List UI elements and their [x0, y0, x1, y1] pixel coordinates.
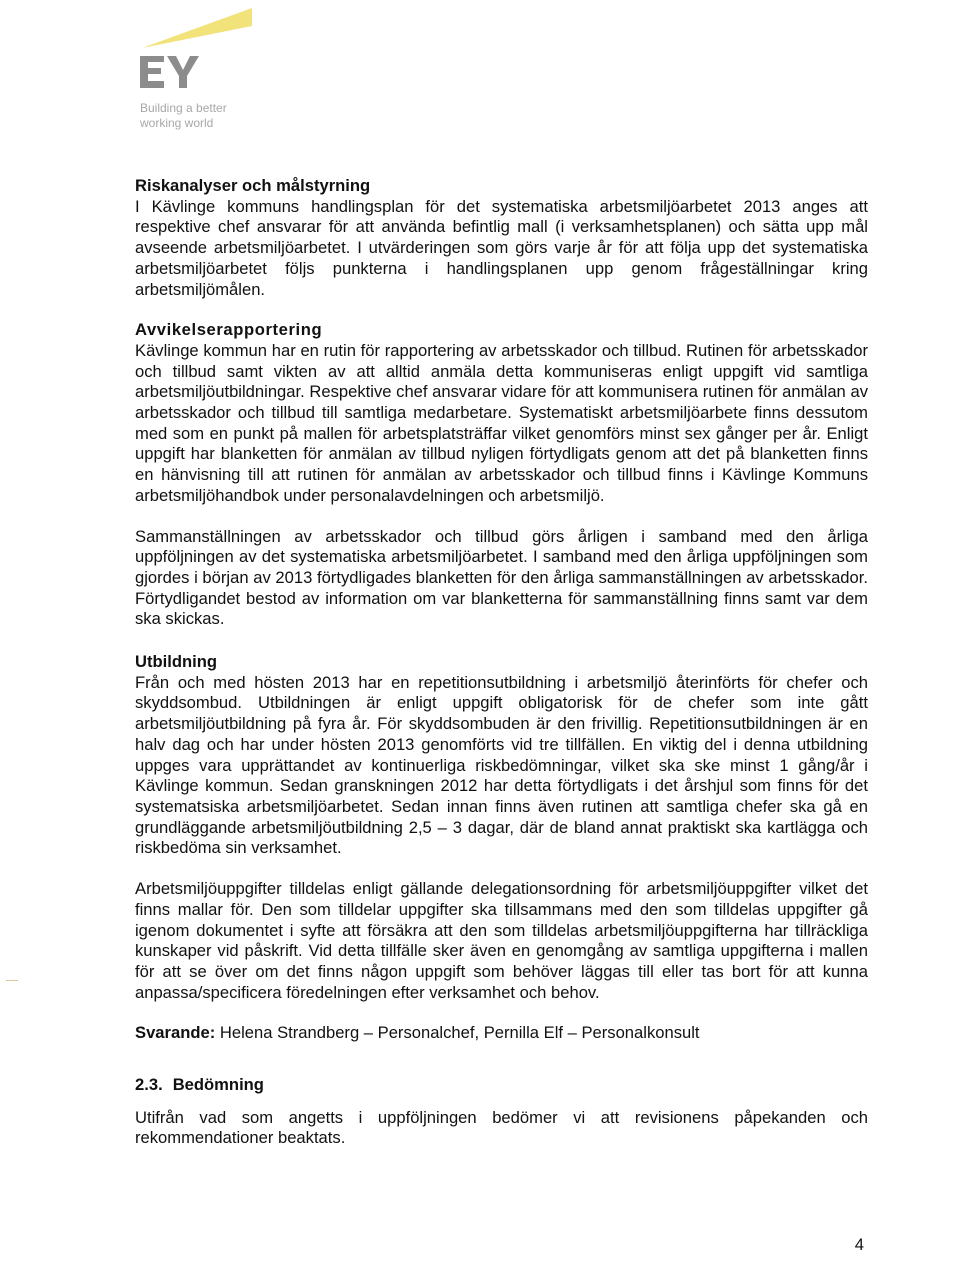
tagline-line-2: working world — [140, 116, 214, 130]
page-number: 4 — [854, 1235, 864, 1254]
logo-letter-y — [167, 56, 199, 88]
section-title: Bedömning — [172, 1075, 264, 1095]
heading-utbildning: Utbildning — [135, 652, 218, 672]
paragraph-utbildning: Från och med hösten 2013 har en repetitionsutbildning i arbetsmiljö återinförts för chefer och skyddsombud. Utbildningen är enligt uppgift obligatorisk för de chefer som inte gått arbetsmiljöutbildning på fyra år. För skyddsombuden är den frivillig. Repetitionsutbildningen är en halv dag och har under hösten 2013 genomförts vid tre tillfällen. En viktig del i denna utbildning uppges vara upprättandet av kontinuerliga riskbedömningar, vilket ska ske minst 1 gång/år i Kävlinge kommun. Sedan granskningen 2012 har detta förtydligats i det årshjul som finns för det systematsiska arbetsmiljöarbetet. Sedan innan finns även rutinen att samtliga chefer ska gå en grundläggande arbetsmiljöutbildning 2,5 – 3 dagar, där de bland annat praktiskt ska kartlägga och riskbedöma sin verksamhet. — [135, 672, 868, 858]
logo-beam-icon — [142, 8, 252, 48]
respondents-line — [135, 1023, 868, 1044]
document-body — [135, 176, 868, 1149]
heading-avvikelserapportering: Avvikelserapportering — [135, 320, 323, 340]
ey-logo — [140, 6, 270, 136]
respondents-label: Svarande: — [135, 1023, 216, 1043]
logo-letter-e — [140, 56, 164, 88]
paragraph-arbetsmiljouppgifter: Arbetsmiljöuppgifter tilldelas enligt gällande delegationsordning för arbetsmiljöuppgifter vilket det finns mallar för. Den som tilldelar uppgifter ska tillsammans med den som tilldelas uppgifter gå igenom dokumentet i syfte att försäkra att den som tilldelas arbetsmiljöuppgifterna har tillräckliga kunskaper vid påskrift. Vid detta tillfälle sker även en genomgång av samtliga uppgifterna i mallen för att se över om det finns någon uppgift som behöver läggas till eller tas bort för att kunna anpassa/specificera föredelningen efter verksamhet och behov. — [135, 879, 868, 1002]
paragraph-riskanalyser: I Kävlinge kommuns handlingsplan för det systematiska arbetsmiljöarbetet 2013 anges att respektive chef ansvarar för att använda befintlig mall (i verksamhetsplanen) och sätta upp mål avseende arbetsmiljöarbetet. I utvärderingen som görs varje år för att följa upp det systematiska arbetsmiljöarbetet följs punkterna i handlingsplanen upp genom frågeställningar kring arbetsmiljömålen. — [135, 196, 868, 299]
logo-tagline — [140, 101, 270, 131]
scan-artifact — [6, 980, 18, 981]
heading-bedomning — [135, 1075, 868, 1096]
section-number: 2.3. — [135, 1075, 163, 1095]
ey-logo-mark — [140, 6, 270, 101]
paragraph-sammanstallning: Sammanställningen av arbetsskador och tillbud görs årligen i samband med den årliga uppföljningen av det systematiska arbetsmiljöarbetet. I samband med den årliga uppföljningen som gjordes i början av 2013 förtydligades blanketten för den årliga sammanställningen av arbetsskador. Förtydligandet bestod av information om var blanketterna för sammanställning finns samt var dem ska skickas. — [135, 526, 868, 629]
respondents-text: Helena Strandberg – Personalchef, Pernilla Elf – Personalkonsult — [219, 1023, 700, 1043]
heading-riskanalyser: Riskanalyser och målstyrning — [135, 176, 371, 195]
tagline-line-1: Building a better — [140, 101, 227, 115]
paragraph-bedomning: Utifrån vad som angetts i uppföljningen bedömer vi att revisionens påpekanden och rekommendationer beaktats. — [135, 1107, 868, 1148]
paragraph-avvikelserapportering: Kävlinge kommun har en rutin för rapportering av arbetsskador och tillbud. Rutinen för arbetsskador och tillbud samt vikten av att alltid anmäla detta kommuniseras enligt uppgift vid samtliga arbetsmiljöutbildningar. Respektive chef ansvarar vidare för att kommunisera rutinen för anmälan av arbetsskador och tillbud till samtliga medarbetare. Systematiskt arbetsmiljöarbete finns dessutom med som en punkt på mallen för arbetsplatsträffar vilket genomförs minst sex gånger per år. Enligt uppgift har blanketten för anmälan av tillbud nyligen förtydligats genom att det på blanketten finns en hänvisning till att rutinen för anmälan av arbetsskador och tillbud finns i Kävlinge Kommuns arbetsmiljöhandbok under personalavdelningen och arbetsmiljö. — [135, 340, 868, 505]
